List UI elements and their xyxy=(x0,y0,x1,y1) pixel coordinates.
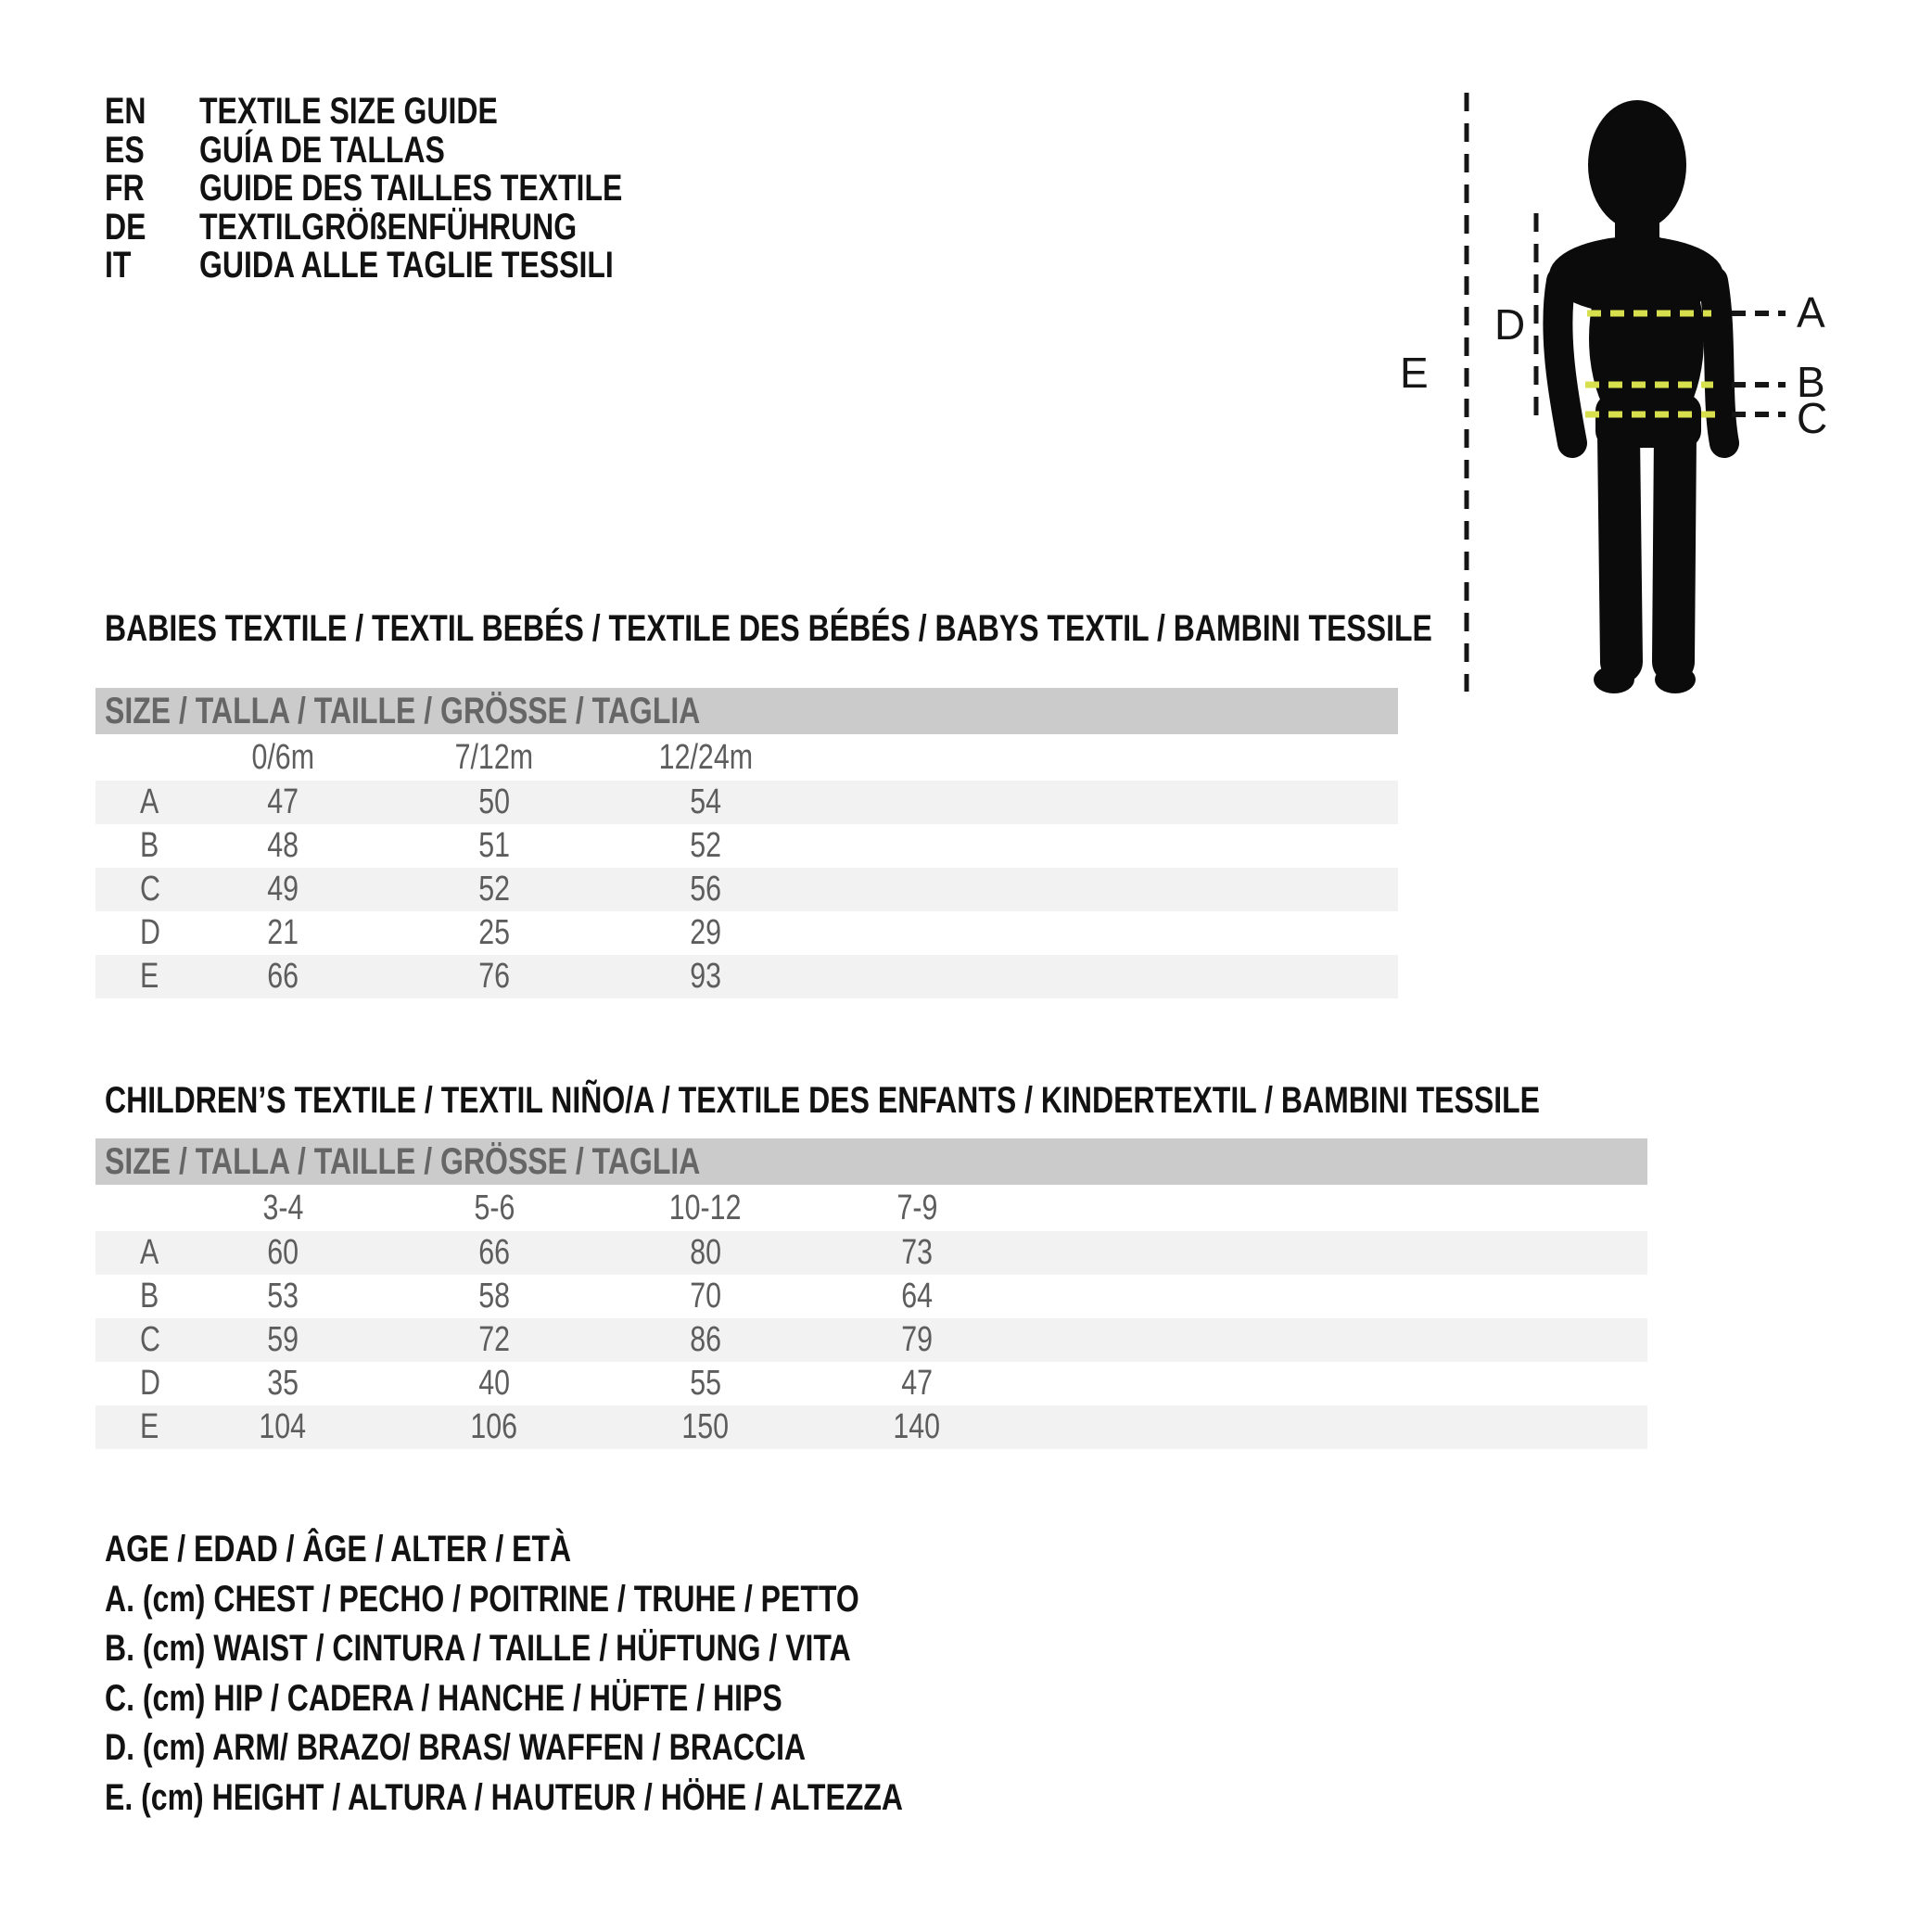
children-size-header-bar: SIZE / TALLA / TAILLE / GRÖSSE / TAGLIA xyxy=(95,1138,1647,1185)
size-value: 52 xyxy=(690,826,721,865)
language-code: ES xyxy=(105,129,145,171)
children-col-2: 10-12 xyxy=(669,1188,742,1227)
size-value: 35 xyxy=(267,1364,299,1403)
legend-age: AGE / EDAD / ÂGE / ALTER / ETÀ xyxy=(105,1529,572,1570)
legend-arm: D. (cm) ARM/ BRAZO/ BRAS/ WAFFEN / BRACCIA xyxy=(105,1727,807,1768)
language-row-it xyxy=(105,247,728,286)
size-value: 60 xyxy=(267,1233,299,1272)
language-title: GUIDA ALLE TAGLIE TESSILI xyxy=(199,245,614,286)
language-title: TEXTILGRÖßENFÜHRUNG xyxy=(199,206,578,248)
size-value: 80 xyxy=(690,1233,721,1272)
size-value: 70 xyxy=(690,1277,721,1316)
babies-col-1: 7/12m xyxy=(454,738,534,777)
babies-row-d xyxy=(95,911,1398,955)
size-value: 40 xyxy=(478,1364,510,1403)
size-value: 104 xyxy=(259,1407,307,1446)
babies-row-a xyxy=(95,781,1398,824)
size-value: 52 xyxy=(478,870,510,909)
size-value: 21 xyxy=(267,913,299,952)
size-value: 64 xyxy=(901,1277,933,1316)
size-value: 93 xyxy=(690,957,721,996)
legend-hip: C. (cm) HIP / CADERA / HANCHE / HÜFTE / HIPS xyxy=(105,1677,782,1719)
size-value: 25 xyxy=(478,913,510,952)
size-value: 140 xyxy=(893,1407,941,1446)
size-value: 48 xyxy=(267,826,299,865)
size-value: 76 xyxy=(478,957,510,996)
babies-size-header-bar: SIZE / TALLA / TAILLE / GRÖSSE / TAGLIA xyxy=(95,688,1398,734)
size-value: 59 xyxy=(267,1320,299,1359)
children-row-a xyxy=(95,1231,1647,1275)
babies-col-2: 12/24m xyxy=(658,738,753,777)
row-label: C xyxy=(140,1320,160,1359)
size-value: 49 xyxy=(267,870,299,909)
row-label: A xyxy=(140,1233,159,1272)
size-value: 53 xyxy=(267,1277,299,1316)
label-d: D xyxy=(1494,300,1526,349)
row-label: B xyxy=(140,826,159,865)
children-col-0: 3-4 xyxy=(262,1188,303,1227)
children-row-d xyxy=(95,1362,1647,1405)
size-value: 58 xyxy=(478,1277,510,1316)
row-label: E xyxy=(140,957,159,996)
size-value: 51 xyxy=(478,826,510,865)
language-row-en xyxy=(105,93,728,132)
children-row-e xyxy=(95,1405,1647,1449)
children-row-c xyxy=(95,1318,1647,1362)
row-label: B xyxy=(140,1277,159,1316)
size-value: 47 xyxy=(267,782,299,821)
label-c: C xyxy=(1797,394,1828,442)
babies-row-e xyxy=(95,955,1398,998)
label-a: A xyxy=(1797,288,1825,337)
babies-row-c xyxy=(95,868,1398,911)
language-code: IT xyxy=(105,245,132,286)
size-value: 73 xyxy=(901,1233,933,1272)
language-title: TEXTILE SIZE GUIDE xyxy=(199,91,498,132)
size-value: 47 xyxy=(901,1364,933,1403)
babies-col-0: 0/6m xyxy=(251,738,314,777)
language-row-de xyxy=(105,206,728,248)
legend-chest: A. (cm) CHEST / PECHO / POITRINE / TRUHE / PETTO xyxy=(105,1578,859,1620)
size-value: 29 xyxy=(690,913,721,952)
size-value: 55 xyxy=(690,1364,721,1403)
size-value: 86 xyxy=(690,1320,721,1359)
language-code: EN xyxy=(105,91,146,132)
babies-section-heading: BABIES TEXTILE / TEXTIL BEBÉS / TEXTILE DES BÉBÉS / BABYS TEXTIL / BAMBINI TESSILE xyxy=(105,608,1432,649)
size-value: 150 xyxy=(681,1407,730,1446)
size-value: 106 xyxy=(470,1407,518,1446)
language-code: DE xyxy=(105,206,146,248)
size-value: 79 xyxy=(901,1320,933,1359)
measurement-legend xyxy=(105,1525,1102,1823)
row-label: A xyxy=(140,782,159,821)
children-col-1: 5-6 xyxy=(474,1188,515,1227)
children-section-heading: CHILDREN’S TEXTILE / TEXTIL NIÑO/A / TEXTILE DES ENFANTS / KINDERTEXTIL / BAMBINI TESSILE xyxy=(105,1080,1540,1121)
legend-height: E. (cm) HEIGHT / ALTURA / HAUTEUR / HÖHE / ALTEZZA xyxy=(105,1776,904,1818)
children-column-header-row xyxy=(95,1185,1647,1231)
size-value: 50 xyxy=(478,782,510,821)
row-label: D xyxy=(140,913,160,952)
label-e: E xyxy=(1400,349,1429,397)
size-value: 56 xyxy=(690,870,721,909)
language-row-fr xyxy=(105,170,728,209)
children-col-3: 7-9 xyxy=(896,1188,937,1227)
children-row-b xyxy=(95,1275,1647,1318)
language-row-es xyxy=(105,129,728,171)
row-label: D xyxy=(140,1364,160,1403)
size-value: 66 xyxy=(267,957,299,996)
row-label: C xyxy=(140,870,160,909)
language-title: GUÍA DE TALLAS xyxy=(199,129,445,171)
babies-column-header-row xyxy=(95,734,1398,781)
label-b: B xyxy=(1797,358,1825,406)
size-value: 54 xyxy=(690,782,721,821)
row-label: E xyxy=(140,1407,159,1446)
legend-waist: B. (cm) WAIST / CINTURA / TAILLE / HÜFTUNG / VITA xyxy=(105,1628,851,1669)
language-code: FR xyxy=(105,168,145,210)
language-header xyxy=(105,93,728,286)
size-value: 72 xyxy=(478,1320,510,1359)
size-value: 66 xyxy=(478,1233,510,1272)
language-title: GUIDE DES TAILLES TEXTILE xyxy=(199,168,623,210)
babies-row-b xyxy=(95,824,1398,868)
